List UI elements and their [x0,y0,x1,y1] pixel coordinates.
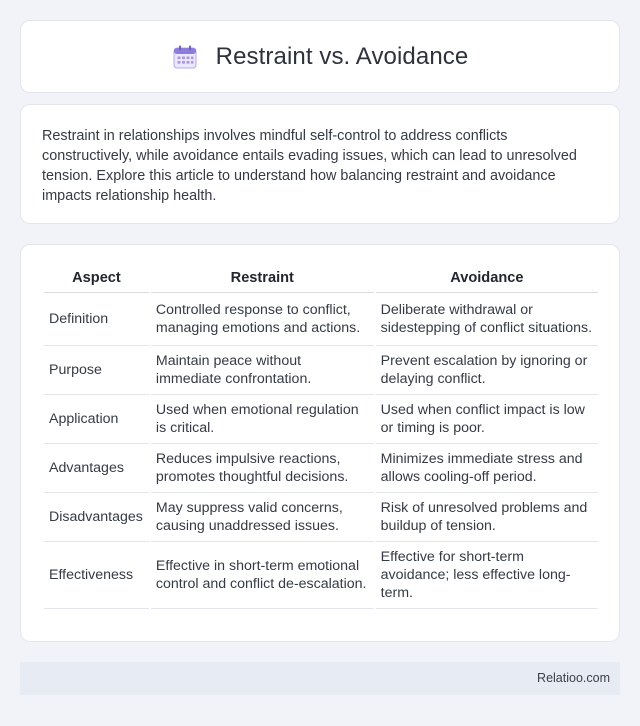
header-avoidance: Avoidance [376,266,598,293]
avoidance-cell: Prevent escalation by ignoring or delaying conflict. [376,346,598,395]
header-restraint: Restraint [151,266,374,293]
table-row [44,444,598,493]
restraint-cell: Reduces impulsive reactions, promotes thoughtful decisions. [151,444,374,493]
avoidance-cell: Effective for short-term avoidance; less effective long-term. [376,542,598,609]
avoidance-cell: Deliberate withdrawal or sidestepping of conflict situations. [376,293,598,346]
aspect-cell: Definition [44,293,149,346]
comparison-card [20,244,620,642]
aspect-cell: Purpose [44,346,149,395]
table-header-row [44,266,598,293]
table-row [44,293,598,346]
intro-card [20,104,620,224]
title-card [20,20,620,93]
avoidance-cell: Risk of unresolved problems and buildup of tension. [376,493,598,542]
restraint-cell: Effective in short-term emotional control and conflict de-escalation. [151,542,374,609]
aspect-cell: Effectiveness [44,542,149,609]
aspect-cell: Disadvantages [44,493,149,542]
table-row [44,493,598,542]
footer-site-link[interactable]: Relatioo.com [537,671,610,685]
table-row [44,346,598,395]
avoidance-cell: Used when conflict impact is low or timing is poor. [376,395,598,444]
title-row [172,43,469,71]
restraint-cell: Maintain peace without immediate confrontation. [151,346,374,395]
header-aspect: Aspect [44,266,149,293]
calendar-icon [172,44,198,70]
table-row [44,395,598,444]
comparison-table [42,266,600,609]
restraint-cell: May suppress valid concerns, causing unaddressed issues. [151,493,374,542]
avoidance-cell: Minimizes immediate stress and allows cooling-off period. [376,444,598,493]
footer-bar [20,662,620,695]
restraint-cell: Controlled response to conflict, managing emotions and actions. [151,293,374,346]
table-row [44,542,598,609]
restraint-cell: Used when emotional regulation is critical. [151,395,374,444]
aspect-cell: Application [44,395,149,444]
intro-paragraph: Restraint in relationships involves mindful self-control to address conflicts constructively, while avoidance entails evading issues, which can lead to unresolved tension. Explore this article to understand how balancing restraint and avoidance impacts relationship health. [42,128,577,204]
page-title: Restraint vs. Avoidance [215,42,469,70]
aspect-cell: Advantages [44,444,149,493]
